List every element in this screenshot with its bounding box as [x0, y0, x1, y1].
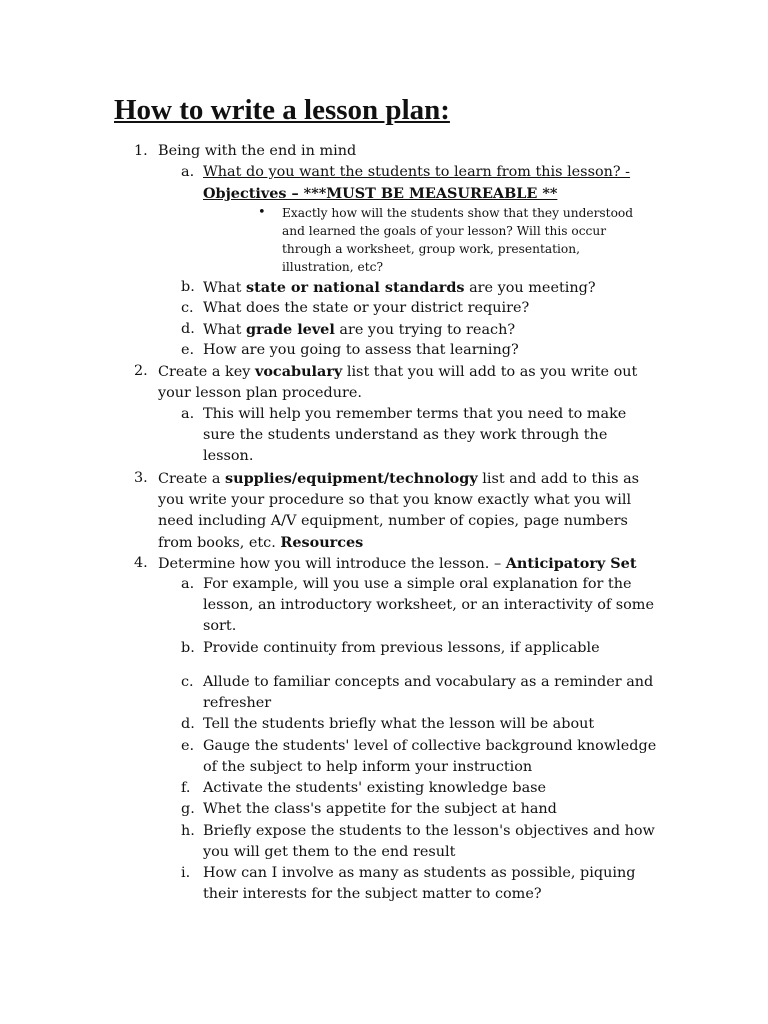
list-item [181, 736, 658, 778]
list-item [134, 553, 658, 575]
list-item-text: Allude to familiar concepts and vocabulary as a reminder and refresher [203, 674, 654, 711]
list-item [181, 340, 658, 361]
list-item-text: Being with the end in mind [158, 143, 357, 159]
list-item-text: Activate the students' existing knowledge base [203, 780, 547, 796]
list-item-text: supplies/equipment/technology [225, 470, 478, 487]
list-item [181, 778, 658, 799]
list-item-text: Create a [158, 471, 226, 487]
list-item-text: Anticipatory Set [505, 555, 637, 572]
list-item-text: are you trying to reach? [334, 322, 516, 338]
list-item-text: Tell the students briefly what the lesson will be about [203, 716, 595, 732]
list-item [181, 277, 658, 299]
list-item-text: Briefly expose the students to the lesson's objectives and how you will get them to the end result [203, 823, 655, 860]
bullet-item [258, 204, 652, 276]
list-item [181, 714, 658, 735]
list-item-text: vocabulary [254, 363, 343, 380]
list-item [181, 404, 658, 467]
list-item [181, 672, 658, 714]
list-item-text: are you meeting? [464, 280, 596, 296]
list-item [181, 298, 658, 319]
list-item-text: Whet the class's appetite for the subject at hand [203, 801, 557, 817]
list-item [181, 863, 658, 905]
list-marker: i. [181, 865, 191, 881]
list-marker: a. [181, 406, 195, 422]
list-marker: d. [181, 716, 195, 732]
list-item-text: Gauge the students' level of collective background knowledge of the subject to help inform your instruction [203, 738, 657, 775]
list-item [181, 821, 658, 863]
list-marker: g. [181, 801, 195, 817]
list-item-text: Create a key [158, 364, 255, 380]
list-item-text: state or national standards [246, 279, 465, 296]
list-marker: a. [181, 576, 195, 592]
page-title: How to write a lesson plan: [114, 94, 450, 126]
list-marker: h. [181, 823, 195, 839]
list-item-text: Provide continuity from previous lessons, if applicable [203, 640, 600, 656]
list-item-text: What do you want the students to learn from this lesson? - [203, 164, 631, 180]
list-marker: b. [181, 640, 195, 656]
list-marker: e. [181, 738, 195, 754]
list-item-text: How are you going to assess that learning? [203, 342, 519, 358]
list-item-text: Determine how you will introduce the lesson. – [158, 556, 506, 572]
list-item-text: How can I involve as many as students as possible, piquing their interests for the subject matter to come? [203, 865, 636, 902]
list-item-text: For example, will you use a simple oral explanation for the lesson, an introductory worksheet, or an interactivity of some sort. [203, 576, 654, 634]
list-item-text: list that you will add to as you write out your lesson plan procedure. [158, 364, 638, 401]
list-marker: c. [181, 674, 194, 690]
list-marker: a. [181, 164, 195, 180]
list-item-text: What [203, 322, 246, 338]
list-marker: d. [181, 321, 195, 337]
list-item-text: list and add to this as you write your procedure so that you know exactly what you will need including A/V equipment, number of copies, page numbers from books, etc. [158, 471, 640, 551]
list-item [181, 799, 658, 820]
list-marker: f. [181, 780, 191, 796]
list-item [181, 162, 658, 205]
list-marker: 1. [134, 143, 148, 159]
list-item-text: Exactly how will the students show that they understood and learned the goals of your lesson? Will this occur through a worksheet, group work, presentation, illustration, etc? [282, 206, 634, 274]
list-item-text: Objectives – ***MUST BE MEASUREABLE ** [203, 185, 558, 202]
list-item [134, 468, 658, 554]
list-item-text: Resources [280, 534, 364, 551]
list-marker: e. [181, 342, 195, 358]
list-marker: 2. [134, 363, 148, 379]
list-item-text: grade level [246, 321, 335, 338]
list-marker: c. [181, 300, 194, 316]
list-item-text: What does the state or your district require? [203, 300, 530, 316]
list-item-text: This will help you remember terms that you need to make sure the students understand as they work through the lesson. [203, 406, 627, 464]
list-marker: 4. [134, 555, 148, 571]
list-marker: • [258, 205, 266, 220]
list-marker: 3. [134, 470, 148, 486]
list-item [181, 638, 658, 659]
list-item [181, 574, 658, 637]
list-marker: b. [181, 279, 195, 295]
list-item-text: What [203, 280, 246, 296]
list-item [134, 361, 658, 404]
list-item [181, 319, 658, 341]
list-item [134, 141, 658, 162]
